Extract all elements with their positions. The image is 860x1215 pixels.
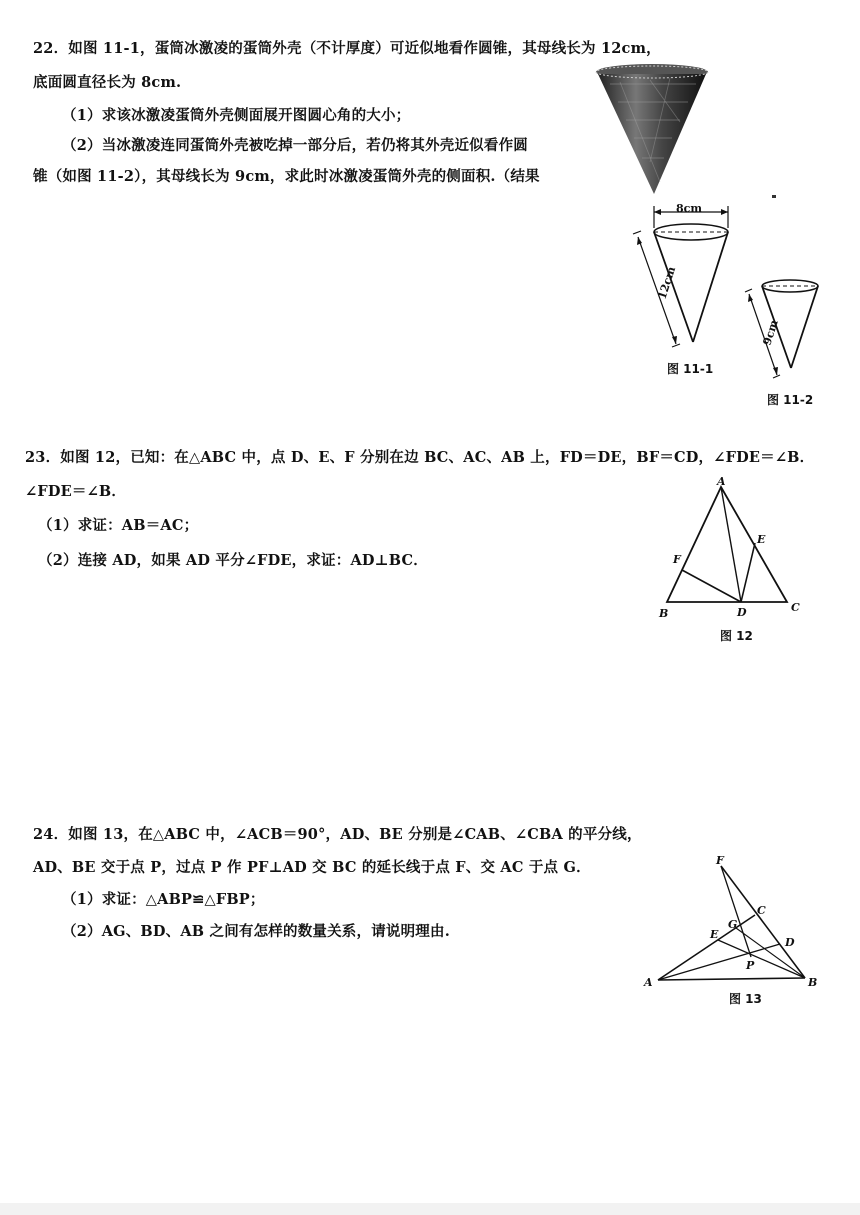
fig13-caption: 图 13 <box>729 992 762 1006</box>
q23-line-2: ∠FDE＝∠B． <box>25 483 127 500</box>
fig13-label-D: D <box>785 936 795 949</box>
q22-line-1: 22．如图 11-1，蛋筒冰激凌的蛋筒外壳（不计厚度）可近似地看作圆锥，其母线长为 12cm， <box>33 40 661 57</box>
fig11-2-caption: 图 11-2 <box>767 393 814 407</box>
fig13-label-C: C <box>757 904 766 917</box>
fig11-1-diameter-label: 8cm <box>676 202 702 215</box>
fig11-1-slant-label: 12cm <box>655 264 679 301</box>
q22-line-5: 锥（如图 11-2），其母线长为 9cm，求此时冰激凌蛋筒外壳的侧面积.（结果 <box>33 168 540 185</box>
q22-part-2: （2）当冰激凌连同蛋筒外壳被吃掉一部分后，若仍将其外壳近似看作圆 <box>62 137 528 154</box>
q24-line-2: AD、BE 交于点 P，过点 P 作 PF⊥AD 交 BC 的延长线于点 F、交 AC 于点 G． <box>33 859 591 876</box>
q24-part-2: （2）AG、BD、AB 之间有怎样的数量关系，请说明理由. <box>62 923 450 940</box>
fig13-label-A: A <box>644 976 653 989</box>
q22-part-1: （1）求该冰激凌蛋筒外壳侧面展开图圆心角的大小； <box>62 107 411 124</box>
q24-line-1: 24．如图 13，在△ABC 中，∠ACB＝90°，AD、BE 分别是∠CAB、∠CBA 的平分线， <box>33 826 642 843</box>
page-bottom-edge <box>0 1203 860 1215</box>
fig11-1-caption: 图 11-1 <box>667 362 714 376</box>
fig12-caption: 图 12 <box>720 629 753 643</box>
q23-part-2: （2）连接 AD，如果 AD 平分∠FDE，求证：AD⊥BC． <box>38 552 428 569</box>
figure-12 <box>655 475 815 625</box>
fig12-label-A: A <box>717 475 726 488</box>
q24-part-1: （1）求证：△ABP≌△FBP； <box>62 891 265 908</box>
q23-line-1: 23．如图 12，已知：在△ABC 中，点 D、E、F 分别在边 BC、AC、AB 上，FD＝DE，BF＝CD，∠FDE＝∠B． <box>25 449 815 466</box>
figure-11-2 <box>742 272 827 387</box>
fig13-label-B: B <box>808 976 818 989</box>
fig13-label-P: P <box>746 959 755 972</box>
fig13-label-E: E <box>710 928 719 941</box>
q22-line-2: 底面圆直径长为 8cm. <box>33 74 182 91</box>
fig12-label-D: D <box>737 606 747 619</box>
q23-part-1: （1）求证：AB＝AC； <box>38 517 199 534</box>
ice-cream-cone-photo <box>590 62 720 202</box>
fig12-label-E: E <box>757 533 766 546</box>
fig12-label-C: C <box>791 601 800 614</box>
fig13-label-F: F <box>716 854 724 867</box>
fig12-label-B: B <box>659 607 669 620</box>
stray-mark <box>772 195 776 198</box>
fig11-2-slant-label: 9cm <box>760 318 781 347</box>
figure-13 <box>640 852 825 997</box>
fig13-label-G: G <box>728 918 738 931</box>
fig12-label-F: F <box>673 553 681 566</box>
figure-11-1 <box>630 200 740 360</box>
